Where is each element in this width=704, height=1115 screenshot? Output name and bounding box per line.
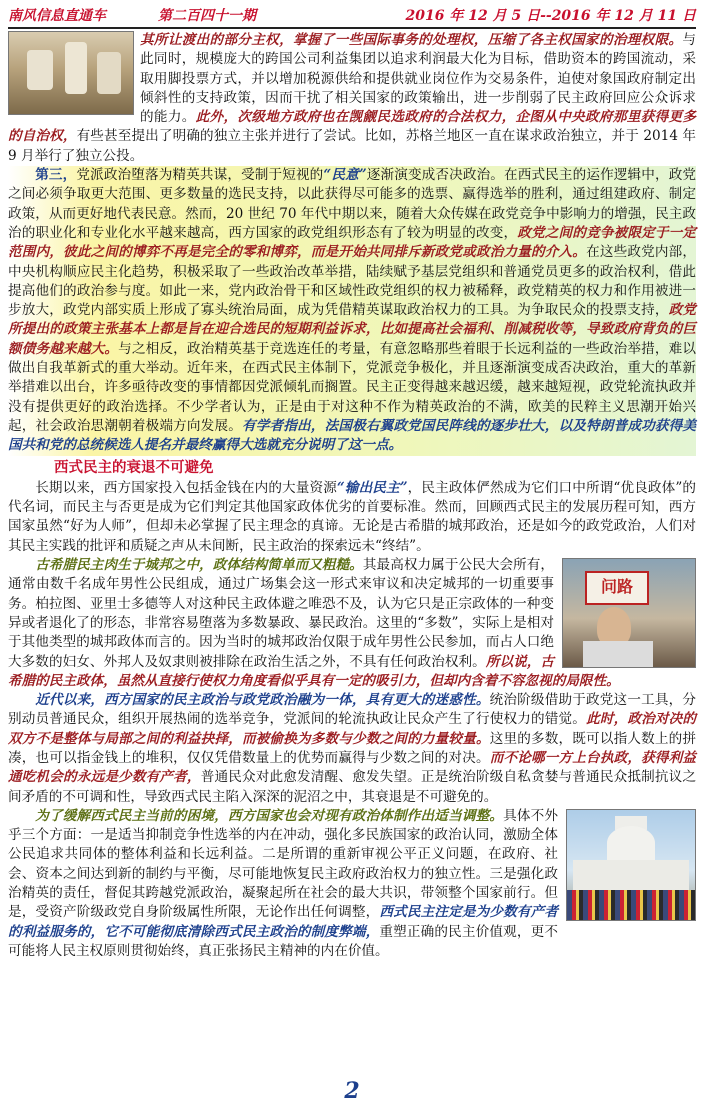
paragraph-6: 为了缓解西式民主当前的困境，西方国家也会对现有政治体制作出适当调整。具体不外乎三个方面：一是适当抑制竞争性选举的内在冲动，强化多民族国家的政治认同，激励全体公民追求共同体的整体利益和长远利益。二是所谓的重新审视公平正义问题，在政府、社会、资本之间达到新的制约与平衡，尽可能地恢复民主政府政治权力的独立性。三是强化政治精英的责任，督促其跨越党派政治，凝聚起所在社会的最大共识，带领整个国家前行。但是，受资产阶级政党自身阶级属性所限，无论作出任何调整，西式民主注定是为少数有产者的利益服务的，它不可能彻底清除西式民主政治的制度弊端，重塑正确的民主价值观，更不可能将人民主权原则贯彻始终，真正张扬民主精神的内在价值。 — [8, 807, 559, 959]
issue-number: 第二百四十一期 — [158, 8, 256, 24]
statues-image — [8, 31, 134, 115]
paragraph-3: 长期以来，西方国家投入包括金钱在内的大量资源“输出民主”，民主政体俨然成为它们口中所谓“优良政体”的代名词，而民主与否更是成为它们判定其他国家政体优劣的首要标准。然而，回顾西式民主的发展历程可知，西方国家虽然“好为人师”，但却未必掌握了民主理念的真谛。无论是古希腊的城邦政治，还是如今的政党政治，人们对其民主实践的批评和质疑之声从未间断，民主政治的探索远未“终结”。 — [8, 479, 696, 554]
header-rule — [8, 27, 696, 29]
figure-ancient-statues — [8, 31, 134, 115]
paragraph-5: 近代以来，西方国家的民主政治与政党政治融为一体，具有更大的迷惑性。统治阶级借助于政党这一工具，分别动员普通民众，组织开展热闹的选举竞争，党派间的轮流执政让民众产生了行使权力的错觉。此时，政治对决的双方不是整体与局部之间的利益抉择，而被偷换为多数与少数之间的力量较量。这里的多数，既可以指人数上的拼凑，也可以指金钱上的堆积，仅仅凭借数量上的优势而赢得与少数之间的对决。而不论哪一方上台执政，获得利益通吃机会的永远是少数有产者，普通民众对此愈发清醒、愈发失望。正是统治阶级自私贪婪与普通民众抵制抗议之间矛盾的不可调和性，导致西式民主陷入深深的泥沼之中，其衰退是不可避免的。 — [8, 692, 697, 805]
article-body — [8, 31, 696, 1071]
page-header — [8, 4, 696, 26]
date-range: 2016 年 12 月 5 日--2016 年 12 月 11 日 — [405, 8, 696, 24]
page-number: 2 — [344, 1078, 360, 1104]
newsletter-name: 南风信息直通车 — [8, 8, 106, 24]
section-heading: 西式民主的衰退不可避免 — [54, 459, 214, 476]
figure-capitol — [566, 809, 696, 921]
paragraph-2: 第三，党派政治堕落为精英共谋，受制于短视的“民意”逐渐演变成否决政治。在西式民主的运作逻辑中，政党之间必须争取更大范围、更多数量的选民支持，以此获得尽可能多的选票、赢得选举的胜利，通过组建政府、制定政策，从而更好地代表民意。然而，20 世纪 70 年代中期以来，随着大众传媒在政党竞争中影响力的增强，民主政治的职业化和专业化水平越来越高，西方国家的政党组织形态有了较为明显的改变，政党之间的竞争被限定于一定范围内，彼此之间的博弈不再是完全的零和博弈，而是开始共同排斥新政党或政治力量的介入。在这些政党内部，中央机构顺应民主化趋势，积极采取了一些政治改革举措，陆续赋予基层党组织和普通党员更多的政治权利，借此提高他们的政治参与度。如此一来，党内政治骨干和区域性政党组织的权力被稀释，政党精英的权力和作用被进一步放大，政党内部实质上形成了寡头统治局面，成为凭借精英谋取政治权力的工具。为争取民众的投票支持，政党所提出的政策主张基本上都是旨在迎合选民的短期利益诉求，比如提高社会福利、削减税收等，导致政府背负的巨额债务越来越大。与之相反，政治精英基于竞选连任的考量，有意忽略那些着眼于长远利益的一些政治举措，难以做出自我革新式的重大举动。近年来，在西式民主体制下，党派竞争极化，并且逐渐演变成否决政治，重大的革新举措难以出台，许多亟待改变的事情都因党派倾轧而搁置。民主正变得越来越迟缓，越来越短视，政党轮流执政并没有提供更好的政治选择。不少学者认为，正是由于对这种不作为精英政治的不满，欧美的民粹主义思潮开始兴起，社会政治思潮朝着极端方向发展。有学者指出，法国极右翼政党国民阵线的逐步壮大，以及特朗普成功获得美国共和党的总统候选人提名并最终赢得大选就充分说明了这一点。 — [8, 166, 696, 455]
figure-ask-directions — [562, 558, 696, 668]
capitol-protest-image — [566, 809, 696, 921]
paragraph-4: 古希腊民主肉生于城邦之中，政体结构简单而又粗糙。其最高权力属于公民大会所有，通常由数千名成年男性公民组成，通过广场集会这一形式来审议和决定城邦的一切重要事务。柏拉图、亚里士多德等人对这种民主政体避之唯恐不及，认为它只是正宗政体的一种变异或者退化了的形态，非常容易堕落为多数暴政、暴民政治。这里的“多数”，实际上是相对于其他类型的城邦政体而言的。因为当时的城邦政治仅限于成年男性公民参加，而占人口绝大多数的妇女、外邦人及奴隶则被排除在政治生活之外，不具有任何政治权利。所以说，古希腊的民主政体，虽然从直接行使权力角度看似乎具有一定的吸引力，但却内含着不容忽视的局限性。 — [8, 557, 620, 689]
paragraph-1: 其所让渡出的部分主权，掌握了一些国际事务的处理权，压缩了各主权国家的治理权限。与此同时，规模庞大的跨国公司利益集团以追求利润最大化为目标，借助资本的跨国流动，采取用脚投票方式，并以增加税源供给和提供就业岗位作为交易条件，迫使对象国政府制定出倾斜性的支持政策，因而干扰了相关国家的政策输出，进一步削弱了民主政府回应公众诉求的能力。此外，次级地方政府也在觊觎民选政府的合法权力，企图从中央政府那里获得更多的自治权，有些甚至提出了明确的独立主张并进行了尝试。比如，苏格兰地区一直在谋求政治独立，并于 2014 年 9 月举行了独立公投。 — [8, 32, 697, 164]
protest-sign-image — [562, 558, 696, 668]
sign-text: 问路 — [600, 577, 633, 597]
